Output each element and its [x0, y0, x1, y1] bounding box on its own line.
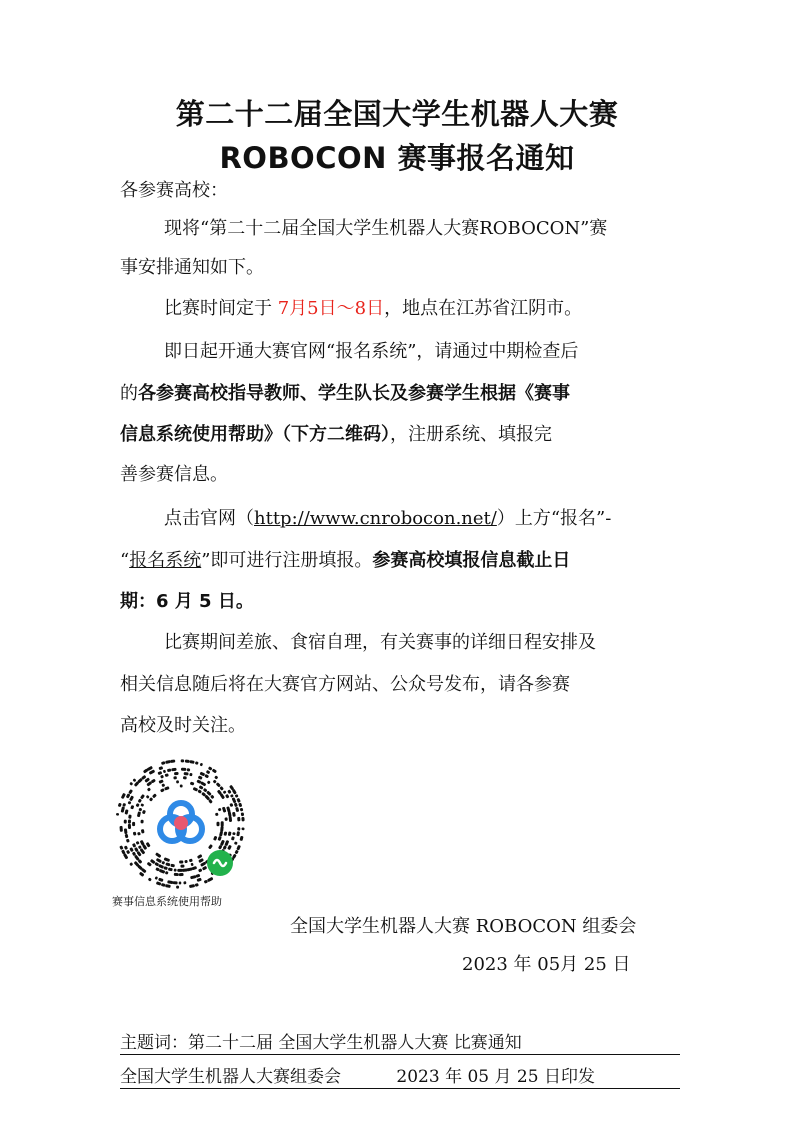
paragraph-5-line-2: 相关信息随后将在大赛官方网站、公众号发布，请各参赛 [120, 674, 570, 695]
p2-suffix: ，地点在江苏省江阴市。 [384, 298, 583, 319]
footer-keywords [120, 1028, 680, 1055]
title-line-1: 第二十二届全国大学生机器人大赛 [175, 97, 619, 131]
official-site-link[interactable]: http://www.cnrobocon.net/ [254, 508, 497, 529]
p4-open-quote: “ [120, 550, 130, 571]
issue-date: 2023 年 05 月 25 日印发 [396, 1067, 595, 1087]
p3-line2-prefix: 的 [120, 383, 138, 404]
keywords-text: 主题词：第二十二届 全国大学生机器人大赛 比赛通知 [120, 1033, 522, 1053]
p4-prefix: 点击官网（ [164, 508, 254, 529]
qr-caption: 赛事信息系统使用帮助 [112, 895, 222, 908]
signature-organization: 全国大学生机器人大赛 ROBOCON 组委会 [290, 916, 637, 937]
mini-program-qr-code[interactable] [113, 757, 247, 891]
paragraph-3-line-3 [120, 424, 552, 446]
p2-prefix: 比赛时间定于 [164, 298, 278, 319]
paragraph-3-line-4: 善参赛信息。 [120, 464, 228, 485]
paragraph-4-line-1 [164, 508, 611, 530]
p3-line3-bold: 信息系统使用帮助》（下方二维码） [120, 424, 390, 445]
deadline-bold: 参赛高校填报信息截止日 [372, 550, 571, 571]
footer-issuer [120, 1062, 680, 1089]
p3-line3-suffix: ，注册系统、填报完 [390, 424, 552, 445]
signature-date: 2023 年 05月 25 日 [462, 954, 631, 975]
paragraph-1-line-2: 事安排通知如下。 [120, 257, 264, 278]
registration-system-link[interactable]: 报名系统 [129, 550, 202, 571]
paragraph-4-line-2 [120, 550, 570, 572]
paragraph-1-line-1: 现将“第二十二届全国大学生机器人大赛ROBOCON”赛 [164, 218, 608, 239]
event-dates: 7月5日～8日 [277, 298, 385, 319]
p4-suffix: ）上方“报名”- [496, 508, 612, 529]
paragraph-3-line-2 [120, 383, 570, 405]
issuer-name: 全国大学生机器人大赛组委会 [120, 1067, 341, 1087]
p3-line2-bold: 各参赛高校指导教师、学生队长及参赛学生根据《赛事 [138, 383, 570, 404]
p4-line2-mid: ”即可进行注册填报。 [201, 550, 373, 571]
title-line-2: ROBOCON 赛事报名通知 [219, 141, 575, 175]
paragraph-4-line-3: 期：6 月 5 日。 [120, 591, 254, 612]
paragraph-5-line-1: 比赛期间差旅、食宿自理，有关赛事的详细日程安排及 [164, 632, 596, 653]
paragraph-2 [164, 298, 582, 320]
paragraph-5-line-3: 高校及时关注。 [120, 715, 246, 736]
paragraph-3-line-1: 即日起开通大赛官网“报名系统”，请通过中期检查后 [164, 341, 579, 362]
salutation: 各参赛高校： [120, 180, 228, 201]
